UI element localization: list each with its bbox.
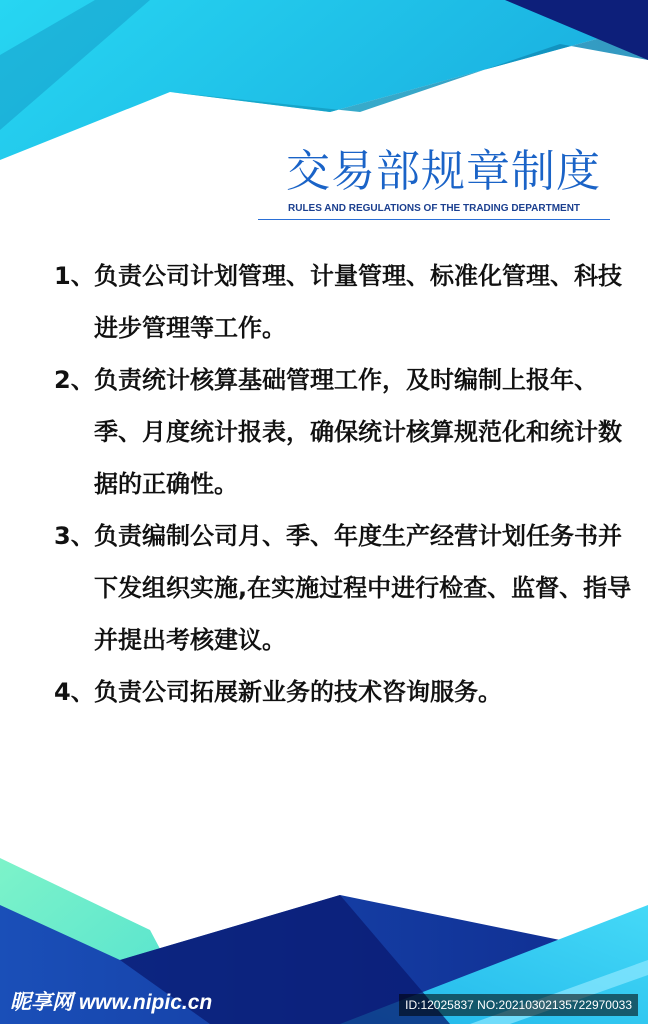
rule-item-3 <box>54 510 634 666</box>
rule-number: 1、 <box>54 262 95 290</box>
title-underline <box>258 219 610 220</box>
rule-number: 3、 <box>54 522 95 550</box>
rule-text: 负责公司计划管理、计量管理、标准化管理、科技进步管理等工作。 <box>94 262 622 342</box>
rules-list <box>54 250 634 718</box>
rule-item-2 <box>54 354 634 510</box>
rule-text: 负责编制公司月、季、年度生产经营计划任务书并下发组织实施,在实施过程中进行检查、监督、指导并提出考核建议。 <box>94 522 632 654</box>
rule-text: 负责统计核算基础管理工作，及时编制上报年、季、月度统计报表，确保统计核算规范化和统计数据的正确性。 <box>94 366 622 498</box>
rule-number: 4、 <box>54 678 95 706</box>
rule-number: 2、 <box>54 366 95 394</box>
rule-item-1 <box>54 250 634 354</box>
rule-text: 负责公司拓展新业务的技术咨询服务。 <box>94 678 502 706</box>
watermark-site: 昵享网 www.nipic.cn <box>10 991 213 1014</box>
page-title: 交易部规章制度 <box>286 146 601 197</box>
rule-item-4 <box>54 666 634 718</box>
watermark-id: ID:12025837 NO:20210302135722970033 <box>399 994 638 1016</box>
page-subtitle: RULES AND REGULATIONS OF THE TRADING DEPARTMENT <box>288 203 581 214</box>
